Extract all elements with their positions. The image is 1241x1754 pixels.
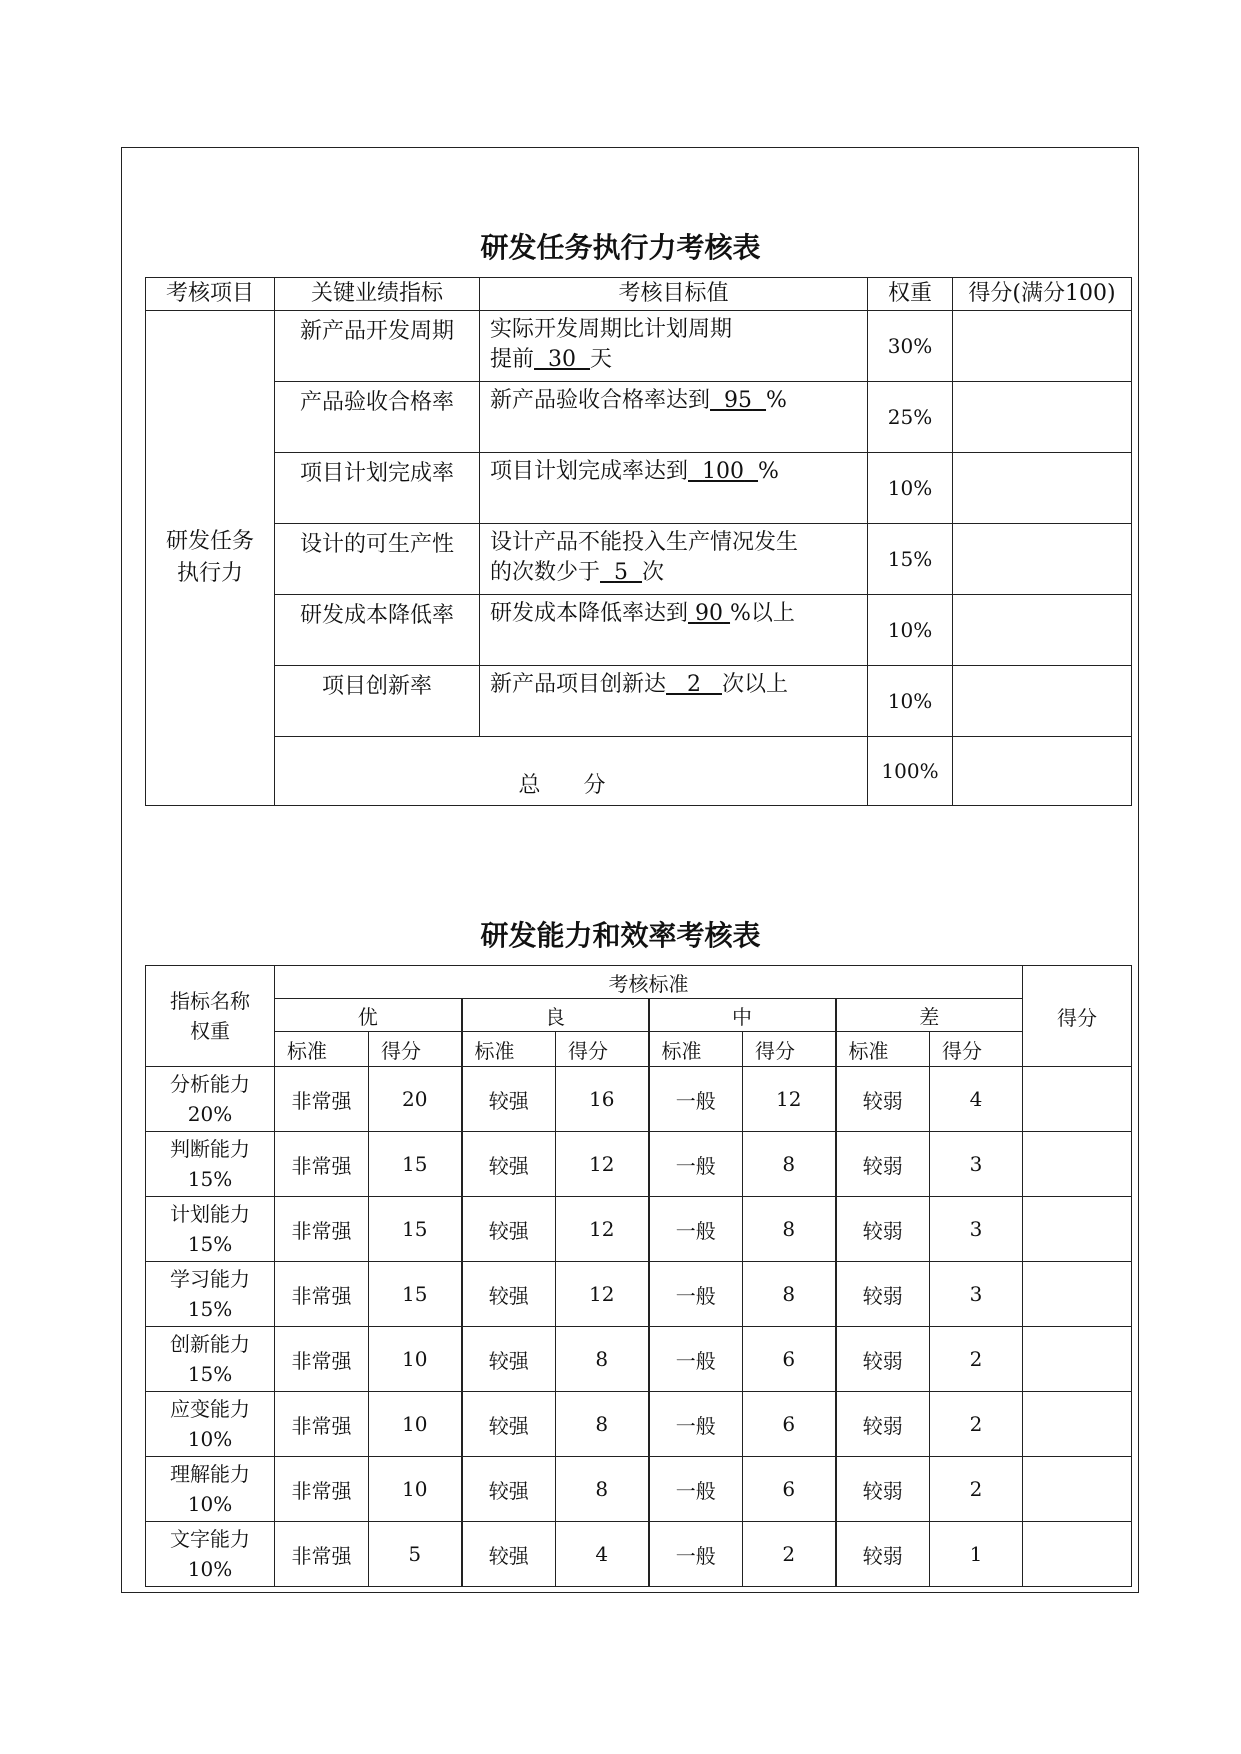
header-cell: 关键业绩指标 [275, 278, 480, 311]
score-value-cell: 15 [369, 1262, 462, 1327]
table-row [146, 1327, 1132, 1392]
target-unit: % [758, 459, 779, 484]
sub-standard: 标准 [836, 1032, 930, 1067]
ability-name: 分析能力 [170, 1072, 250, 1096]
score-value-cell: 3 [930, 1262, 1023, 1327]
sub-score: 得分 [930, 1032, 1023, 1067]
table-row [146, 1132, 1132, 1197]
standard-cell: 较弱 [836, 1197, 930, 1262]
ability-name: 判断能力 [170, 1137, 250, 1161]
ability-name-cell [146, 1327, 275, 1392]
standard-cell: 非常强 [275, 1067, 369, 1132]
standard-cell: 较强 [462, 1392, 556, 1457]
standard-cell: 较弱 [836, 1067, 930, 1132]
table-row [146, 311, 1132, 382]
score-cell[interactable] [1023, 1327, 1132, 1392]
ability-weight: 10% [187, 1427, 233, 1451]
target-value: 95 [724, 388, 753, 413]
indicator-cell: 项目创新率 [275, 666, 480, 737]
category-cell [146, 311, 275, 806]
table-row [146, 1197, 1132, 1262]
standard-cell: 较强 [462, 1262, 556, 1327]
standard-cell: 非常强 [275, 1132, 369, 1197]
ability-name: 学习能力 [170, 1267, 250, 1291]
ability-name-cell [146, 1522, 275, 1587]
target-text: 新产品项目创新达 [490, 672, 667, 697]
score-cell[interactable] [953, 382, 1132, 453]
target-unit: 天 [590, 347, 613, 372]
ability-name-cell [146, 1392, 275, 1457]
standard-cell: 一般 [649, 1067, 743, 1132]
score-cell[interactable] [1023, 1522, 1132, 1587]
score-cell[interactable] [1023, 1132, 1132, 1197]
ability-name: 理解能力 [170, 1462, 250, 1486]
standard-cell: 非常强 [275, 1262, 369, 1327]
standard-cell: 较弱 [836, 1457, 930, 1522]
score-value-cell: 5 [369, 1522, 462, 1587]
standard-cell: 较强 [462, 1132, 556, 1197]
target-value: 90 [695, 601, 724, 626]
ability-name: 文字能力 [170, 1527, 250, 1551]
ability-table [145, 965, 1132, 1587]
score-cell[interactable] [1023, 1457, 1132, 1522]
table2-title: 研发能力和效率考核表 [480, 919, 761, 952]
standard-cell: 较强 [462, 1457, 556, 1522]
ability-name: 计划能力 [170, 1202, 250, 1226]
score-value-cell: 20 [369, 1067, 462, 1132]
score-value-cell: 8 [556, 1457, 649, 1522]
table-row [146, 666, 1132, 737]
header-cell: 考核项目 [146, 278, 275, 311]
score-value-cell: 1 [930, 1522, 1023, 1587]
level-row [146, 999, 1132, 1032]
weight-cell: 25% [868, 382, 953, 453]
ability-weight: 10% [187, 1492, 233, 1516]
score-cell[interactable] [953, 524, 1132, 595]
score-value-cell: 8 [743, 1197, 836, 1262]
standard-cell: 一般 [649, 1262, 743, 1327]
indicator-cell: 设计的可生产性 [275, 524, 480, 595]
target-unit: 次以上 [721, 672, 788, 697]
target-cell [480, 311, 868, 382]
standard-cell: 较弱 [836, 1392, 930, 1457]
weight-cell: 10% [868, 666, 953, 737]
standard-cell: 非常强 [275, 1457, 369, 1522]
score-value-cell: 3 [930, 1132, 1023, 1197]
ability-name-cell [146, 1067, 275, 1132]
standard-cell: 非常强 [275, 1522, 369, 1587]
target-text: 设计产品不能投入生产情况发生 [490, 530, 799, 555]
table-row [146, 524, 1132, 595]
score-value-cell: 10 [369, 1327, 462, 1392]
score-value-cell: 8 [556, 1327, 649, 1392]
target-text: 提前 [490, 347, 535, 372]
score-cell[interactable] [953, 311, 1132, 382]
target-value: 5 [614, 560, 629, 585]
score-value-cell: 10 [369, 1457, 462, 1522]
indicator-cell: 新产品开发周期 [275, 311, 480, 382]
ability-weight: 10% [187, 1557, 233, 1581]
target-unit: % [766, 388, 787, 413]
target-unit: %以上 [730, 601, 795, 626]
level-header: 优 [275, 999, 462, 1032]
score-cell[interactable] [953, 453, 1132, 524]
table-row [146, 1522, 1132, 1587]
indicator-cell: 研发成本降低率 [275, 595, 480, 666]
ability-weight: 20% [187, 1102, 233, 1126]
ability-weight: 15% [187, 1232, 233, 1256]
score-value-cell: 16 [556, 1067, 649, 1132]
ability-name: 创新能力 [170, 1332, 250, 1356]
ability-weight: 15% [187, 1167, 233, 1191]
weight-cell: 10% [868, 453, 953, 524]
target-text: 的次数少于 [490, 560, 601, 585]
target-cell [480, 595, 868, 666]
standard-cell: 一般 [649, 1392, 743, 1457]
ability-name-cell [146, 1262, 275, 1327]
sub-standard: 标准 [275, 1032, 369, 1067]
target-value: 2 [687, 672, 701, 697]
table1-title: 研发任务执行力考核表 [480, 231, 761, 264]
table-row [146, 1457, 1132, 1522]
target-text: 项目计划完成率达到 [490, 459, 689, 484]
standard-cell: 较弱 [836, 1327, 930, 1392]
total-label: 总 分 [275, 737, 868, 806]
score-value-cell: 2 [743, 1522, 836, 1587]
weight-cell: 10% [868, 595, 953, 666]
standard-cell: 较弱 [836, 1132, 930, 1197]
standard-cell: 一般 [649, 1197, 743, 1262]
target-cell [480, 453, 868, 524]
score-value-cell: 2 [930, 1327, 1023, 1392]
score-value-cell: 12 [743, 1067, 836, 1132]
score-value-cell: 6 [743, 1392, 836, 1457]
standard-cell: 一般 [649, 1327, 743, 1392]
score-cell[interactable] [1023, 1197, 1132, 1262]
sub-score: 得分 [743, 1032, 836, 1067]
table-row [146, 595, 1132, 666]
score-value-cell: 3 [930, 1197, 1023, 1262]
score-value-cell: 2 [930, 1457, 1023, 1522]
level-header: 良 [462, 999, 649, 1032]
header-cell: 权重 [868, 278, 953, 311]
category-label: 执行力 [176, 561, 243, 586]
target-text: 研发成本降低率达到 [490, 601, 689, 626]
standard-cell: 非常强 [275, 1197, 369, 1262]
score-value-cell: 12 [556, 1262, 649, 1327]
standard-cell: 非常强 [275, 1327, 369, 1392]
score-value-cell: 8 [743, 1132, 836, 1197]
standard-cell: 较弱 [836, 1262, 930, 1327]
header-row [146, 278, 1132, 311]
score-value-cell: 12 [556, 1197, 649, 1262]
sub-score: 得分 [556, 1032, 649, 1067]
score-value-cell: 15 [369, 1197, 462, 1262]
ability-name: 应变能力 [170, 1397, 250, 1421]
total-score-cell[interactable] [953, 737, 1132, 806]
score-cell[interactable] [953, 666, 1132, 737]
indicator-cell: 产品验收合格率 [275, 382, 480, 453]
weight-cell: 30% [868, 311, 953, 382]
score-header: 得分 [1023, 966, 1132, 1067]
score-value-cell: 15 [369, 1132, 462, 1197]
target-unit: 次 [642, 560, 665, 585]
score-value-cell: 10 [369, 1392, 462, 1457]
table-row [146, 1392, 1132, 1457]
weight-cell: 15% [868, 524, 953, 595]
standard-cell: 较弱 [836, 1522, 930, 1587]
standard-cell: 一般 [649, 1457, 743, 1522]
sub-standard: 标准 [649, 1032, 743, 1067]
ability-name-cell [146, 1132, 275, 1197]
target-cell [480, 524, 868, 595]
indicator-cell: 项目计划完成率 [275, 453, 480, 524]
level-header: 差 [836, 999, 1023, 1032]
category-label: 研发任务 [165, 529, 254, 554]
subheader-row [146, 1032, 1132, 1067]
ability-name-cell [146, 1457, 275, 1522]
total-weight: 100% [868, 737, 953, 806]
table-row [146, 453, 1132, 524]
table-row [146, 1262, 1132, 1327]
score-cell[interactable] [1023, 1392, 1132, 1457]
standard-cell: 较强 [462, 1522, 556, 1587]
target-cell [480, 382, 868, 453]
target-value: 100 [702, 459, 745, 484]
score-value-cell: 12 [556, 1132, 649, 1197]
sub-score: 得分 [369, 1032, 462, 1067]
score-cell[interactable] [953, 595, 1132, 666]
header-cell: 得分(满分100) [953, 278, 1132, 311]
sub-standard: 标准 [462, 1032, 556, 1067]
name-header: 指标名称 权重 [146, 966, 275, 1067]
score-value-cell: 8 [743, 1262, 836, 1327]
standard-cell: 一般 [649, 1132, 743, 1197]
standard-cell: 较强 [462, 1327, 556, 1392]
score-value-cell: 2 [930, 1392, 1023, 1457]
ability-weight: 15% [187, 1362, 233, 1386]
standard-header: 考核标准 [275, 966, 1023, 999]
score-cell[interactable] [1023, 1262, 1132, 1327]
header-row [146, 966, 1132, 999]
execution-table [145, 277, 1132, 806]
standard-cell: 非常强 [275, 1392, 369, 1457]
table-row [146, 382, 1132, 453]
score-value-cell: 6 [743, 1457, 836, 1522]
score-value-cell: 4 [556, 1522, 649, 1587]
ability-weight: 15% [187, 1297, 233, 1321]
total-row [146, 737, 1132, 806]
standard-cell: 一般 [649, 1522, 743, 1587]
score-value-cell: 8 [556, 1392, 649, 1457]
header-cell: 考核目标值 [480, 278, 868, 311]
target-cell [480, 666, 868, 737]
score-value-cell: 4 [930, 1067, 1023, 1132]
target-text: 新产品验收合格率达到 [490, 388, 711, 413]
target-text: 实际开发周期比计划周期 [490, 317, 733, 342]
target-value: 30 [548, 347, 577, 372]
ability-name-cell [146, 1197, 275, 1262]
score-value-cell: 6 [743, 1327, 836, 1392]
standard-cell: 较强 [462, 1067, 556, 1132]
score-cell[interactable] [1023, 1067, 1132, 1132]
table-row [146, 1067, 1132, 1132]
level-header: 中 [649, 999, 836, 1032]
standard-cell: 较强 [462, 1197, 556, 1262]
